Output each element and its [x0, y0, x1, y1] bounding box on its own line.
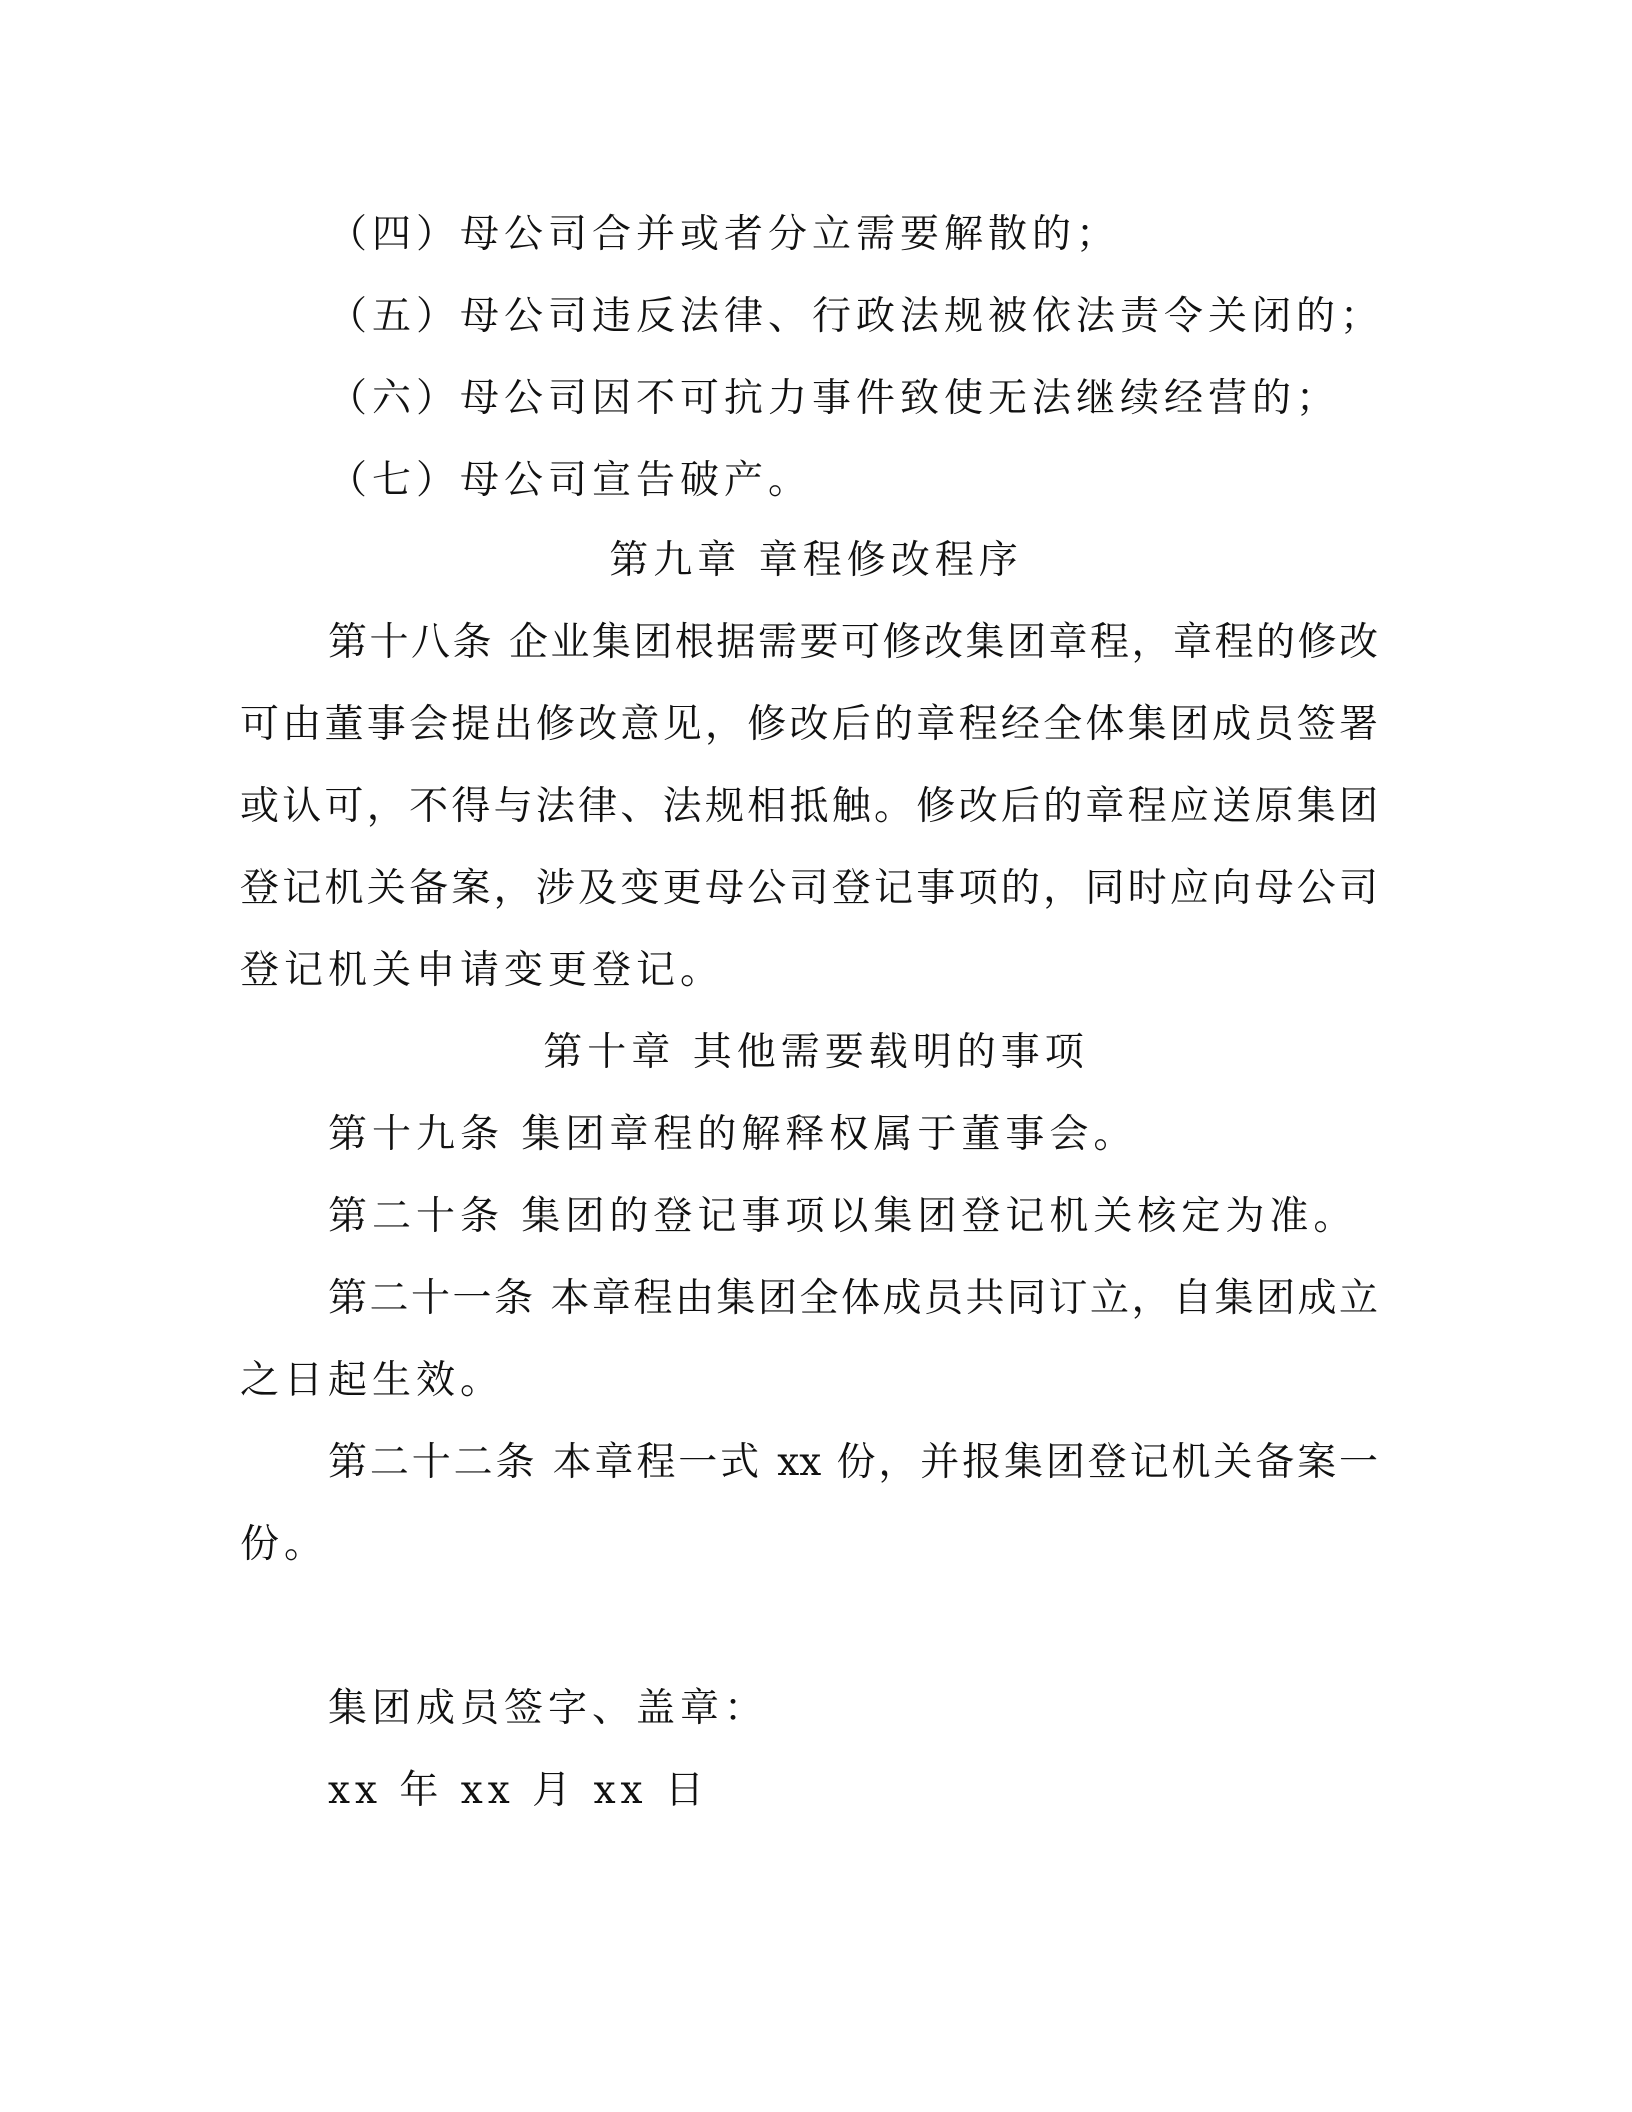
- list-item-4: （四）母公司合并或者分立需要解散的；: [328, 212, 1121, 257]
- article-18-line-1: 第十八条 企业集团根据需要可修改集团章程，章程的修改: [328, 620, 1378, 665]
- article-18-line-4: 登记机关备案，涉及变更母公司登记事项的，同时应向母公司: [240, 866, 1378, 911]
- article-19: 第十九条 集团章程的解释权属于董事会。: [328, 1112, 1138, 1157]
- article-18-line-5: 登记机关申请变更登记。: [240, 948, 725, 993]
- list-item-7: （七）母公司宣告破产。: [328, 458, 813, 503]
- article-21-line-2: 之日起生效。: [240, 1358, 505, 1403]
- article-22-line-1: 第二十二条 本章程一式 xx 份，并报集团登记机关备案一: [328, 1440, 1378, 1485]
- chapter-9-heading: 第九章 章程修改程序: [609, 538, 1023, 583]
- article-18-line-3: 或认可，不得与法律、法规相抵触。修改后的章程应送原集团: [240, 784, 1378, 829]
- list-item-5: （五）母公司违反法律、行政法规被依法责令关闭的；: [328, 294, 1385, 339]
- article-18-line-2: 可由董事会提出修改意见，修改后的章程经全体集团成员签署: [240, 702, 1378, 747]
- chapter-10-heading: 第十章 其他需要载明的事项: [543, 1030, 1089, 1075]
- signature-label: 集团成员签字、盖章：: [328, 1686, 769, 1731]
- article-22-line-2: 份。: [240, 1522, 329, 1567]
- article-20: 第二十条 集团的登记事项以集团登记机关核定为准。: [328, 1194, 1358, 1239]
- article-21-line-1: 第二十一条 本章程由集团全体成员共同订立，自集团成立: [328, 1276, 1378, 1321]
- list-item-6: （六）母公司因不可抗力事件致使无法继续经营的；: [328, 376, 1341, 421]
- date-line: xx 年 xx 月 xx 日: [328, 1768, 709, 1813]
